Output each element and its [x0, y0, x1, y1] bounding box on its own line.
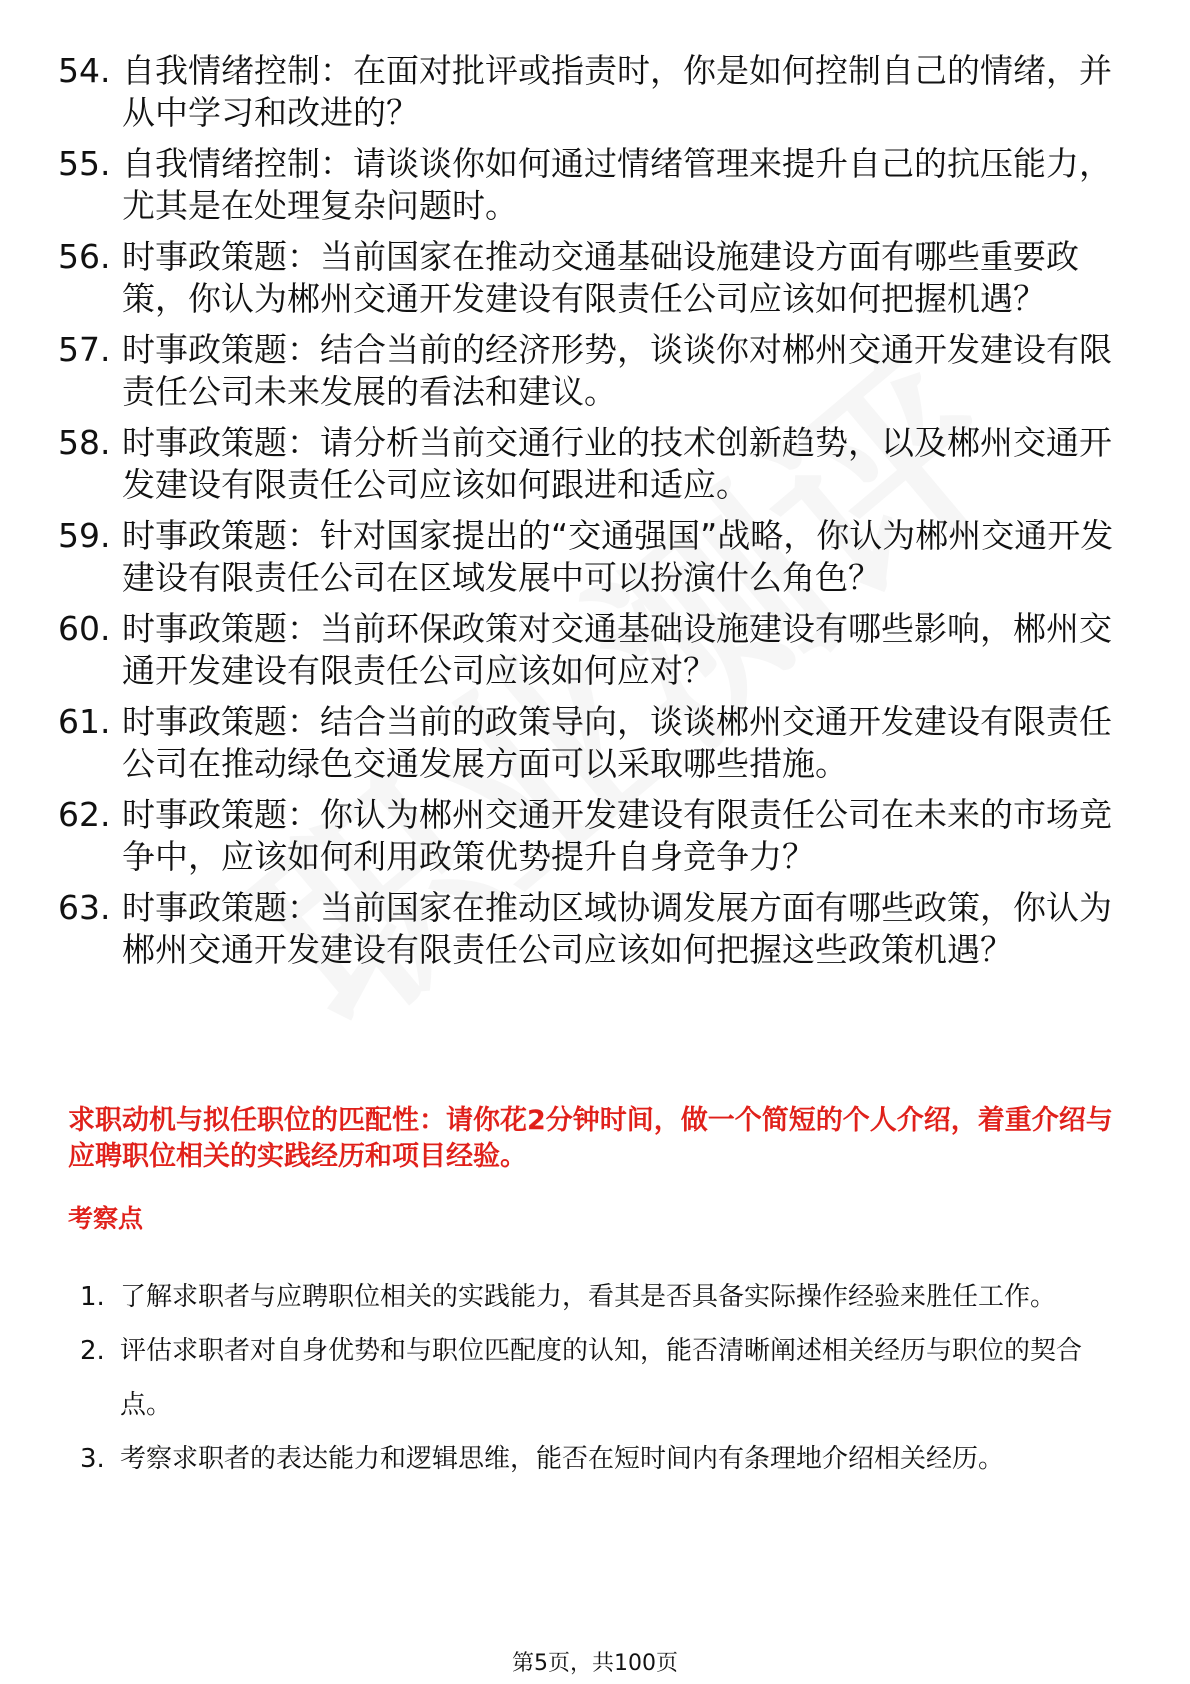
list-item: [80, 1432, 1120, 1486]
question-item: [58, 701, 1118, 785]
evaluation-section: [68, 1103, 1120, 1486]
question-item: [58, 143, 1118, 227]
question-text: 时事政策题：当前国家在推动区域协调发展方面有哪些政策，你认为郴州交通开发建设有限责任公司应该如何把握这些政策机遇？: [122, 888, 1112, 969]
question-text: 时事政策题：你认为郴州交通开发建设有限责任公司在未来的市场竞争中，应该如何利用政策优势提升自身竞争力？: [122, 795, 1112, 876]
question-list: [58, 50, 1118, 980]
point-text: 评估求职者对自身优势和与职位匹配度的认知，能否清晰阐述相关经历与职位的契合点。: [120, 1336, 1083, 1420]
question-text: 时事政策题：针对国家提出的“交通强国”战略，你认为郴州交通开发建设有限责任公司在区域发展中可以扮演什么角色？: [122, 516, 1114, 597]
point-text: 了解求职者与应聘职位相关的实践能力，看其是否具备实际操作经验来胜任工作。: [120, 1282, 1057, 1312]
question-number: 63.: [58, 888, 111, 927]
question-number: 59.: [58, 516, 111, 555]
question-item: [58, 515, 1118, 599]
point-number: 3.: [80, 1444, 105, 1474]
question-text: 时事政策题：结合当前的经济形势，谈谈你对郴州交通开发建设有限责任公司未来发展的看法和建议。: [122, 330, 1112, 411]
question-number: 55.: [58, 144, 111, 183]
question-item: [58, 608, 1118, 692]
point-number: 2.: [80, 1336, 105, 1366]
question-number: 60.: [58, 609, 111, 648]
question-text: 时事政策题：当前环保政策对交通基础设施建设有哪些影响，郴州交通开发建设有限责任公司应该如何应对？: [122, 609, 1112, 690]
section-heading: 考察点: [68, 1204, 144, 1233]
question-number: 61.: [58, 702, 111, 741]
list-item: [80, 1324, 1120, 1432]
question-text: 时事政策题：结合当前的政策导向，谈谈郴州交通开发建设有限责任公司在推动绿色交通发展方面可以采取哪些措施。: [122, 702, 1112, 783]
question-item: [58, 329, 1118, 413]
point-number: 1.: [80, 1282, 105, 1312]
question-number: 57.: [58, 330, 111, 369]
question-text: 自我情绪控制：在面对批评或指责时，你是如何控制自己的情绪，并从中学习和改进的？: [122, 51, 1112, 132]
question-text: 时事政策题：请分析当前交通行业的技术创新趋势，以及郴州交通开发建设有限责任公司应该如何跟进和适应。: [122, 423, 1112, 504]
question-item: [58, 50, 1118, 134]
question-text: 自我情绪控制：请谈谈你如何通过情绪管理来提升自己的抗压能力，尤其是在处理复杂问题时。: [122, 144, 1112, 225]
question-number: 54.: [58, 51, 111, 90]
point-text: 考察求职者的表达能力和逻辑思维，能否在短时间内有条理地介绍相关经历。: [120, 1444, 1005, 1474]
question-number: 62.: [58, 795, 111, 834]
intro-question: 求职动机与拟任职位的匹配性：请你花2分钟时间，做一个简短的个人介绍，着重介绍与应聘职位相关的实践经历和项目经验。: [68, 1105, 1113, 1172]
question-item: [58, 422, 1118, 506]
list-item: [80, 1270, 1120, 1324]
page-footer: 第5页，共100页: [512, 1651, 678, 1676]
question-number: 56.: [58, 237, 111, 276]
question-item: [58, 794, 1118, 878]
question-number: 58.: [58, 423, 111, 462]
question-text: 时事政策题：当前国家在推动交通基础设施建设方面有哪些重要政策，你认为郴州交通开发建设有限责任公司应该如何把握机遇？: [122, 237, 1079, 318]
evaluation-points: [68, 1270, 1120, 1486]
question-item: [58, 236, 1118, 320]
question-item: [58, 887, 1118, 971]
